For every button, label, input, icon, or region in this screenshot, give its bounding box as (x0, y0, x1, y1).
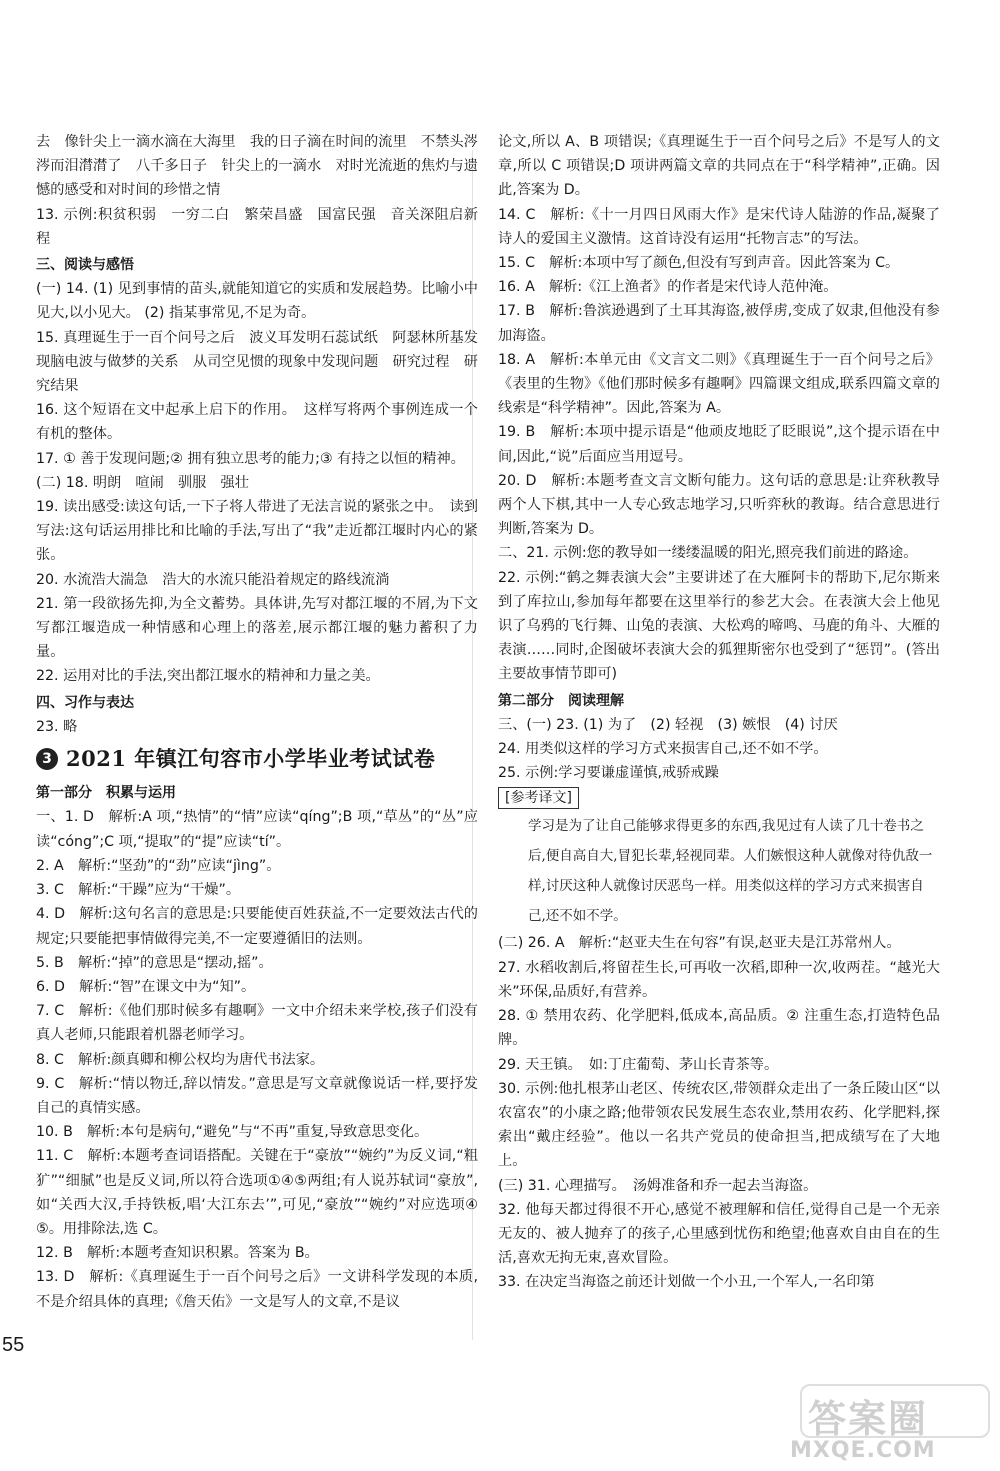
answer-line: 21. 第一段欲扬先抑,为全文蓄势。具体讲,先写对都江堰的不屑,为下文写都江堰造成一种情感和心理上的落差,展示都江堰的魅力蓄积了力量。 (36, 595, 478, 661)
right-column (498, 130, 940, 1295)
answer-line: 24. 用类似这样的学习方式来损害自己,还不如不学。 (498, 741, 828, 758)
answer-line: 15. C 解析:本项中写了颜色,但没有写到声音。因此答案为 C。 (498, 255, 900, 272)
answer-line: 4. D 解析:这句名言的意思是:只要能使百姓获益,不一定要效法古代的规定;只要能把事情做得完美,不一定要遵循旧的法则。 (36, 906, 478, 947)
answer-line: 7. C 解析:《他们那时候多有趣啊》一文中介绍未来学校,孩子们没有真人老师,只能跟着机器老师学习。 (36, 1003, 478, 1044)
answer-line: 20. 水流浩大湍急 浩大的水流只能沿着规定的路线流淌 (36, 571, 390, 588)
answer-line: 11. C 解析:本题考查词语搭配。关键在于“豪放”“婉约”为反义词,“粗犷”“细腻”也是反义词,所以符合选项①④⑤两组;有人说苏轼词“豪放”,如“关西大汉,手持铁板,唱‘大江东去’”,可见,“豪放”“婉约”对应选项④⑤。用排除法,选 C。 (36, 1148, 478, 1237)
answer-line: 13. D 解析:《真理诞生于一百个问号之后》一文讲科学发现的本质,不是介绍具体的真理;《詹天佑》一文是写人的文章,不是议 (36, 1269, 478, 1310)
answer-line: 8. C 解析:颜真卿和柳公权均为唐代书法家。 (36, 1051, 325, 1068)
answer-line: 27. 水稻收割后,将留茬生长,可再收一次稻,即种一次,收两茬。“越光大米”环保,品质好,有营养。 (498, 959, 940, 1000)
answer-line: 16. 这个短语在文中起承上启下的作用。 这样写将两个事例连成一个有机的整体。 (36, 402, 478, 443)
translation-text: 学习是为了让自己能够求得更多的东西,我见过有人读了几十卷书之后,便自高自大,冒犯长辈,轻视同辈。人们嫉恨这种人就像对待仇敌一样,讨厌这种人就像讨厌恶鸟一样。用类似这样的学习方式来损害自己,还不如不学。 (528, 818, 933, 925)
watermark-url: MXQE.COM (790, 1438, 936, 1463)
answer-line: 25. 示例:学习要谦虚谨慎,戒骄戒躁 (498, 765, 719, 782)
answer-line: 3. C 解析:“干躁”应为“干燥”。 (36, 882, 241, 899)
page-number: 55 (2, 1334, 25, 1356)
section-title-text: 2021 年镇江句容市小学毕业考试试卷 (66, 746, 436, 772)
answer-line: (二) 18. 明朗 喧闹 驯服 强壮 (36, 474, 249, 491)
section-heading: 第二部分 阅读理解 (498, 692, 624, 709)
answer-line: 17. B 解析:鲁滨逊遇到了土耳其海盗,被俘虏,变成了奴隶,但他没有参加海盗。 (498, 303, 940, 344)
tag-row (498, 785, 940, 811)
answer-line: 2. A 解析:“坚劲”的“劲”应读“jìng”。 (36, 857, 281, 874)
answer-line: 18. A 解析:本单元由《文言文二则》《真理诞生于一百个问号之后》《表里的生物》《他们那时候多有趣啊》四篇课文组成,联系四篇文章的线索是“科学精神”。因此,答案为 A。 (498, 351, 940, 417)
answer-line: 9. C 解析:“情以物迁,辞以情发。”意思是写文章就像说话一样,要抒发自己的真情实感。 (36, 1075, 478, 1116)
answer-line: 16. A 解析:《江上渔者》的作者是宋代诗人范仲淹。 (498, 279, 838, 296)
answer-line: 13. 示例:积贫积弱 一穷二白 繁荣昌盛 国富民强 音关深阻启新程 (36, 206, 478, 247)
answer-line: 二、21. 示例:您的教导如一缕缕温暖的阳光,照亮我们前进的路途。 (498, 545, 918, 562)
answer-line: 6. D 解析:“智”在课文中为“知”。 (36, 978, 256, 995)
left-column (36, 130, 478, 1314)
answer-line: 12. B 解析:本题考查知识积累。答案为 B。 (36, 1245, 319, 1262)
answer-line: 19. B 解析:本项中提示语是“他顽皮地眨了眨眼说”,这个提示语在中间,因此,“说”后面应当用逗号。 (498, 424, 940, 465)
section-heading: 四、习作与表达 (36, 694, 134, 711)
answer-line: 30. 示例:他扎根茅山老区、传统农区,带领群众走出了一条丘陵山区“以农富农”的小康之路;他带领农民发展生态农业,禁用农药、化学肥料,探索出“戴庄经验”。他以一名共产党员的使命担当,把成绩写在了大地上。 (498, 1080, 940, 1170)
answer-line: 17. ① 善于发现问题;② 拥有独立思考的能力;③ 有持之以恒的精神。 (36, 450, 465, 467)
section-title (36, 747, 478, 771)
answer-line: 20. D 解析:本题考查文言文断句能力。这句话的意思是:让弈秋教导两个人下棋,其中一人专心致志地学习,只听弈秋的教诲。结合意思进行判断,答案为 D。 (498, 472, 940, 538)
answer-line: 一、1. D 解析:A 项,“热情”的“情”应读“qíng”;B 项,“草丛”的“丛”应读“cóng”;C 项,“提取”的“提”应读“tí”。 (36, 809, 478, 850)
answer-line: 论文,所以 A、B 项错误;《真理诞生于一百个问号之后》不是写人的文章,所以 C 项错误;D 项讲两篇文章的共同点在于“科学精神”,正确。因此,答案为 D。 (498, 134, 940, 199)
reference-translation-tag: [参考译文] (498, 787, 579, 809)
answer-line: 22. 示例:“鹤之舞表演大会”主要讲述了在大雁阿卡的帮助下,尼尔斯来到了库拉山,参加每年都要在这里举行的参艺大会。在表演大会上他见识了乌鸦的飞行舞、山兔的表演、大松鸡的啼鸣、马鹿的角斗、大雁的表演……同时,企图破坏表演大会的狐狸斯密尔也受到了“惩罚”。(答出主要故事情节即可) (498, 569, 940, 683)
section-heading: 三、阅读与感悟 (36, 257, 134, 274)
answer-line: 29. 天王镇。 如:丁庄葡萄、茅山长青茶等。 (498, 1056, 779, 1073)
section-number-badge: 3 (36, 748, 58, 770)
answer-line: 28. ① 禁用农药、化学肥料,低成本,高品质。② 注重生态,打造特色品牌。 (498, 1008, 940, 1049)
answer-line: 23. 略 (36, 718, 78, 735)
answer-line: 5. B 解析:“掉”的意思是“摆动,摇”。 (36, 954, 273, 971)
answer-line: 22. 运用对比的手法,突出都江堰水的精神和力量之美。 (36, 668, 380, 685)
answer-line: 33. 在决定当海盗之前还计划做一个小丑,一个军人,一名印第 (498, 1274, 875, 1291)
section-heading: 第一部分 积累与运用 (36, 785, 176, 802)
answer-line: 15. 真理诞生于一百个问号之后 波义耳发明石蕊试纸 阿瑟林所基发现脑电波与做梦的关系 从司空见惯的现象中发现问题 研究过程 研究结果 (36, 329, 478, 395)
answer-line: 去 像针尖上一滴水滴在大海里 我的日子滴在时间的流里 不禁头涔涔而泪潸潸了 八千多日子 针尖上的一滴水 对时光流逝的焦灼与遗憾的感受和对时间的珍惜之情 (36, 134, 478, 199)
answer-line: (三) 31. 心理描写。 汤姆准备和乔一起去当海盗。 (498, 1177, 818, 1194)
answer-line: (一) 14. (1) 见到事情的苗头,就能知道它的实质和发展趋势。比喻小中见大,以小见大。 (2) 指某事常见,不足为奇。 (36, 281, 478, 322)
answer-line: 32. 他每天都过得很不开心,感觉不被理解和信任,觉得自己是一个无亲无友的、被人抛弃了的孩子,心里感到忧伤和绝望;他喜欢自由自在的生活,喜欢无拘无束,喜欢冒险。 (498, 1201, 940, 1267)
answer-line: 三、(一) 23. (1) 为了 (2) 轻视 (3) 嫉恨 (4) 讨厌 (498, 716, 838, 733)
answer-line: 19. 读出感受:读这句话,一下子将人带进了无法言说的紧张之中。 读到写法:这句话运用排比和比喻的手法,写出了“我”走近都江堰时内心的紧张。 (36, 499, 478, 564)
answer-line: 14. C 解析:《十一月四日风雨大作》是宋代诗人陆游的作品,凝聚了诗人的爱国主义激情。这首诗没有运用“托物言志”的写法。 (498, 206, 940, 247)
answer-line: (二) 26. A 解析:“赵亚夫生在句容”有误,赵亚夫是江苏常州人。 (498, 935, 901, 952)
answer-line: 10. B 解析:本句是病句,“避免”与“不再”重复,导致意思变化。 (36, 1124, 429, 1141)
watermark-logo: 答案圈 (808, 1397, 929, 1441)
